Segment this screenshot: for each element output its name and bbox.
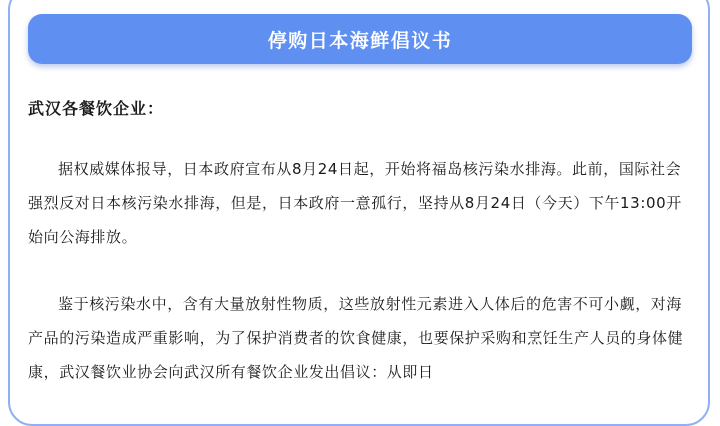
title-banner	[28, 14, 692, 64]
paragraph-1: 据权威媒体报导，日本政府宣布从8月24日起，开始将福岛核污染水排海。此前，国际社会强烈反对日本核污染水排海，但是，日本政府一意孤行，坚持从8月24日（今天）下午13:00开始向公海排放。	[28, 160, 682, 246]
greeting-line: 武汉各餐饮企业：	[28, 99, 165, 118]
document-title: 停购日本海鲜倡议书	[267, 29, 453, 52]
paragraph-2: 鉴于核污染水中，含有大量放射性物质，这些放射性元素进入人体后的危害不可小觑，对海产品的污染造成严重影响，为了保护消费者的饮食健康，也要保护采购和烹饪生产人员的身体健康，武汉餐饮业协会向武汉所有餐饮企业发出倡议：从即日	[28, 295, 684, 381]
